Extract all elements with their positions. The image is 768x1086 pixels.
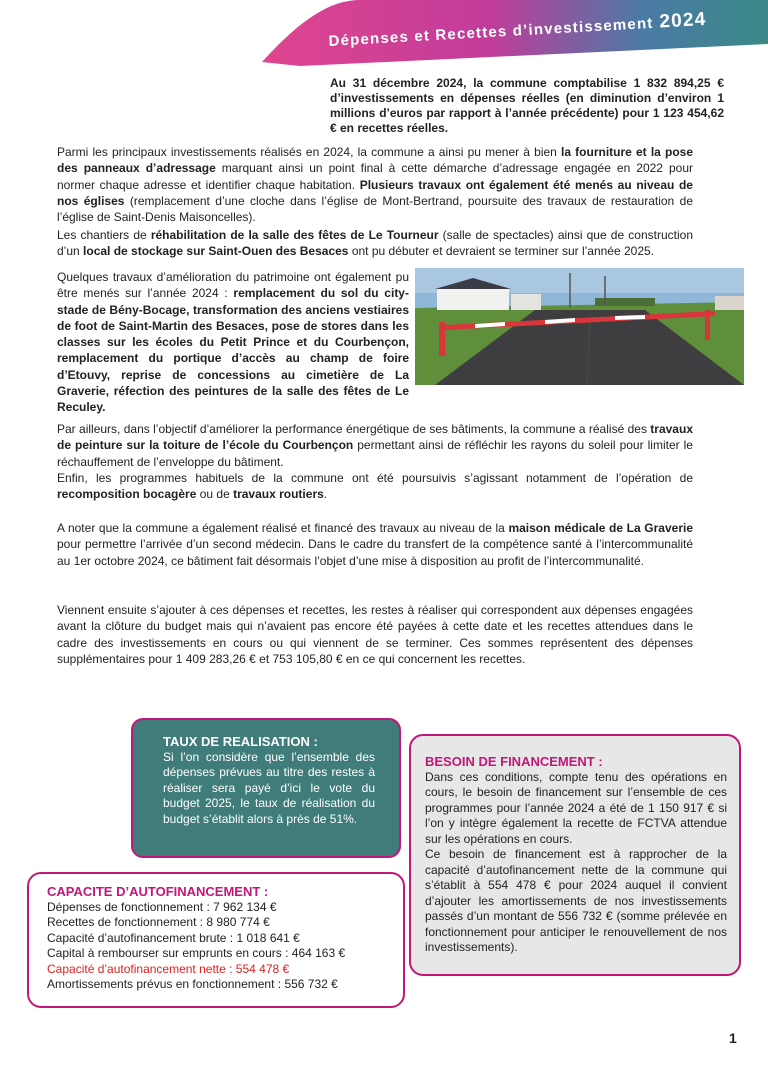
capacite-autofinancement-title: CAPACITE D’AUTOFINANCEMENT : [47, 884, 269, 899]
photo-barrier [415, 268, 744, 385]
besoin-financement-title: BESOIN DE FINANCEMENT : [425, 754, 603, 769]
paragraph-patrimoine: Quelques travaux d’amélioration du patrimoine ont également pu être menés sur l’année 2024 : remplacement du sol du city-stade de Bény-Bocage, transformation des anciens vestiaires de foot de Saint-Martin des Besaces, pose de stores dans les classes sur les écoles du Petit Prince et du Courbençon, remplacement du portique d’accès au champ de foire d’Etouvy, reprise de concessions au cimetière de La Graverie, réfection des peintures de la salle des fêtes de Le Reculey. [57, 270, 409, 415]
caf-line-depenses: Dépenses de fonctionnement : 7 962 134 € [47, 899, 277, 914]
caf-line-brute: Capacité d’autofinancement brute : 1 018 641 € [47, 930, 300, 945]
taux-realisation-title: TAUX DE REALISATION : [163, 734, 318, 749]
caf-line-amortissements: Amortissements prévus en fonctionnement : 556 732 € [47, 977, 338, 991]
paragraph-maison-medicale: A noter que la commune a également réalisé et financé des travaux au niveau de la maison médicale de La Graverie pour permettre l’arrivée d’un second médecin. Dans le cadre du transfert de la compétence santé à l’intercommunalité au 1er octobre 2024, ce bâtiment fait désormais l’objet d’une mise à disposition au profit de l’intercommunalité. [57, 521, 693, 568]
taux-realisation-box [131, 718, 401, 858]
paragraph-energie: Par ailleurs, dans l’objectif d’améliorer la performance énergétique de ses bâtiments, la commune a réalisé des travaux de peinture sur la toiture de l’école du Courbençon permettant ainsi de réfléchir les rayons du soleil pour limiter le réchauffement de l’enveloppe du bâtiment. [57, 422, 693, 469]
paragraph-investments: Parmi les principaux investissements réalisés en 2024, la commune a ainsi pu mener à bien la fourniture et la pose des panneaux d’adressage marquant ainsi un point final à cette démarche d’adressage engagée en 2022 pour normer chaque adresse et identifier chaque habitation. Plusieurs travaux ont également été menés au niveau de nos églises (remplacement d’une cloche dans l’église de Mont-Bertrand, poursuite des travaux de restauration de l’église de Saint-Denis Maisoncelles). [57, 145, 693, 225]
page-number: 1 [729, 1030, 737, 1046]
taux-realisation-text: Si l’on considère que l’ensemble des dépenses prévues au titre des restes à réaliser sera payé d’ici le vote du budget 2025, le taux de réalisation du budget s’établit alors à près de 51%. [163, 749, 375, 826]
caf-line-capital: Capital à rembourser sur emprunts en cours : 464 163 € [47, 946, 346, 960]
page-title-text: Dépenses et Recettes d’investissement [328, 14, 654, 50]
caf-line-recettes: Recettes de fonctionnement : 8 980 774 € [47, 915, 270, 929]
besoin-financement-text-2: Ce besoin de financement est à rapprocher de la capacité d’autofinancement nette de la commune qui s’établit à 554 478 € pour 2024 auquel il convient d’ajouter les amortissements de nos investissements passés d’un montant de 556 732 € (somme prélevée en fonctionnement pour anticiper le renouvellement de nos investissements). [425, 847, 727, 954]
besoin-financement-box [409, 734, 741, 976]
capacite-autofinancement-box [27, 872, 405, 1008]
intro-summary: Au 31 décembre 2024, la commune comptabilise 1 832 894,25 € d’investissements en dépenses réelles (en diminution d’environ 1 millions d’euros par rapport à l’année précédente) pour 1 123 454,62 € en recettes réelles. [330, 76, 724, 135]
paragraph-chantiers: Les chantiers de réhabilitation de la salle des fêtes de Le Tourneur (salle de spectacles) ainsi que de construction d’un local de stockage sur Saint-Ouen des Besaces ont pu débuter et devraient se terminer sur l’année 2025. [57, 228, 693, 259]
paragraph-restes-a-realiser: Viennent ensuite s’ajouter à ces dépenses et recettes, les restes à réaliser qui correspondent aux dépenses engagées avant la clôture du budget mais qui n’avaient pas encore été payées à cette date et les recettes attendues dans le cadre des investissements en cours ou qui viennent de se terminer. Ces sommes représentent des dépenses supplémentaires pour 1 409 283,26 € et 753 105,80 € en ce qui concernent les recettes. [57, 603, 693, 666]
paragraph-programmes: Enfin, les programmes habituels de la commune ont été poursuivis s’agissant notamment de l’opération de recomposition bocagère ou de travaux routiers. [57, 471, 693, 502]
page-title-year: 2024 [658, 8, 708, 33]
besoin-financement-text-1: Dans ces conditions, compte tenu des opérations en cours, le besoin de financement sur l’ensemble de ces programmes pour l’année 2024 a été de 1 150 917 € si l’on y intègre également la recette de FCTVA attendue sur les opérations en cours. [425, 769, 727, 846]
caf-line-nette: Capacité d’autofinancement nette : 554 478 € [47, 961, 290, 976]
